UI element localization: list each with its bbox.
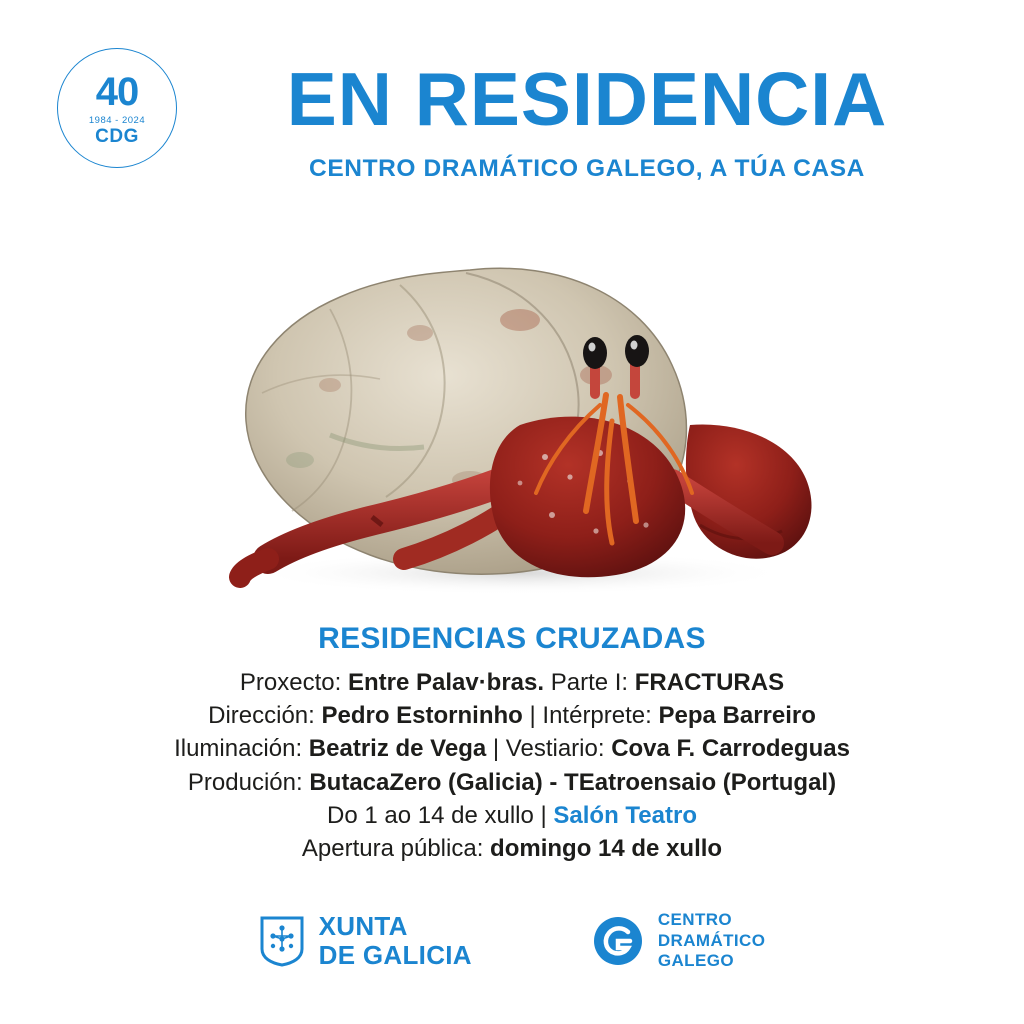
dates-label: Do 1 ao 14 de xullo <box>327 801 534 829</box>
anniversary-initials: CDG <box>95 125 139 147</box>
separator-2: | <box>492 735 500 763</box>
credits-block <box>0 622 1024 865</box>
performer-value: Pepa Barreiro <box>658 702 816 730</box>
production-value: ButacaZero (Galicia) - TEatroensaio (Portugal) <box>309 768 837 796</box>
page-title: EN RESIDENCIA <box>286 57 888 141</box>
xunta-wordmark <box>319 912 472 970</box>
footer-logos <box>0 910 1024 972</box>
cdg-mark-icon <box>592 915 644 967</box>
anniversary-years: 1984 - 2024 <box>88 114 146 126</box>
credit-line-production <box>0 766 1024 799</box>
anniversary-logo <box>57 48 177 168</box>
project-part-label: Parte I: <box>550 669 629 696</box>
cdg-wordmark <box>658 910 765 972</box>
wardrobe-label: Vestiario: <box>505 735 605 763</box>
separator-1: | <box>529 702 536 730</box>
credit-line-project <box>0 666 1024 699</box>
lighting-value: Beatriz de Vega <box>308 735 487 763</box>
project-part-value: FRACTURAS <box>634 669 785 696</box>
separator-3: | <box>540 801 547 829</box>
performer-label: Intérprete: <box>542 702 652 730</box>
centro-dramatico-galego-logo <box>592 910 765 972</box>
anniversary-number: 40 <box>95 69 139 114</box>
direction-label: Dirección: <box>208 702 315 730</box>
venue-name: Salón Teatro <box>553 801 697 829</box>
xunta-line-1: XUNTA <box>318 910 408 941</box>
cdg-line-2: DRAMÁTICO <box>657 930 766 950</box>
page-subtitle: CENTRO DRAMÁTICO GALEGO, A TÚA CASA <box>309 155 865 182</box>
title-block <box>190 57 984 183</box>
section-title: RESIDENCIAS CRUZADAS <box>318 622 706 655</box>
lighting-label: Iluminación: <box>174 735 303 763</box>
xunta-de-galicia-logo <box>259 912 472 970</box>
credit-line-lighting <box>0 732 1024 765</box>
project-value: Entre Palav·bras. <box>347 669 545 696</box>
wardrobe-value: Cova F. Carrodeguas <box>611 735 850 763</box>
credit-line-direction <box>0 699 1024 732</box>
opening-value: domingo 14 de xullo <box>490 834 723 862</box>
xunta-line-2: DE GALICIA <box>318 939 472 970</box>
direction-value: Pedro Estorninho <box>321 702 523 730</box>
production-label: Produción: <box>187 768 303 796</box>
project-label: Proxecto: <box>239 669 342 696</box>
cdg-line-1: CENTRO <box>657 909 733 929</box>
hermit-crab-photo <box>0 225 1024 605</box>
credit-line-dates <box>0 799 1024 832</box>
cdg-line-3: GALEGO <box>657 951 734 971</box>
credit-line-opening <box>0 832 1024 865</box>
opening-label: Apertura pública: <box>301 834 484 862</box>
xunta-shield-icon <box>259 915 305 967</box>
